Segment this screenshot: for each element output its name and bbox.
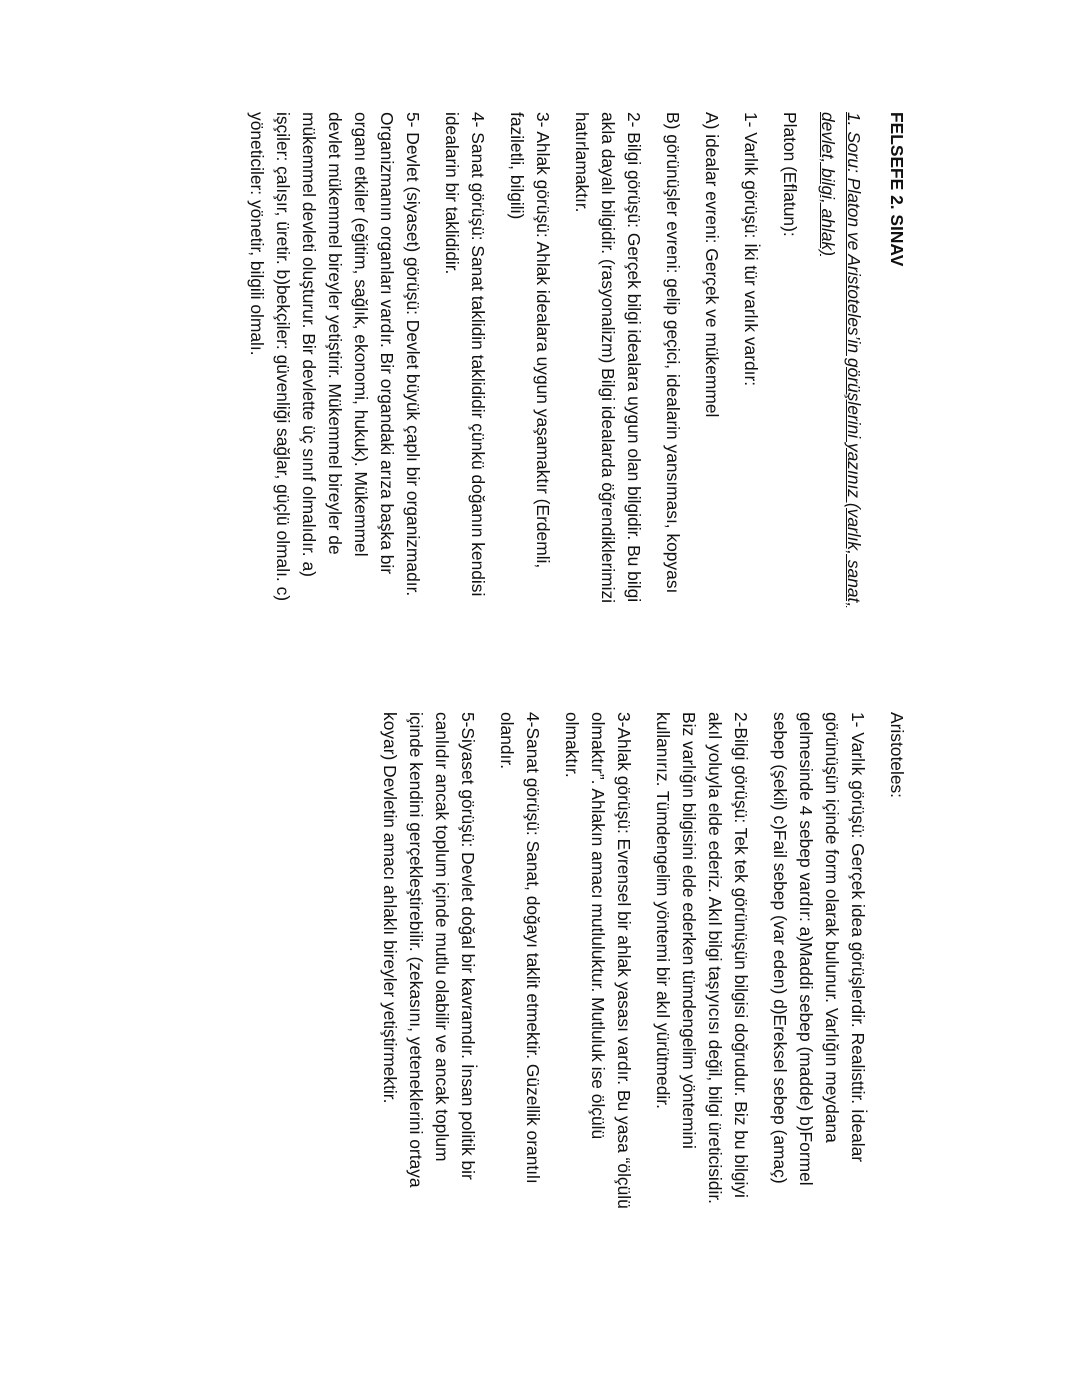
platon-paragraph: 3- Ahlak görüşü: Ahlak idealara uygun yaşamaktır (Erdemli, faziletli, bilgili) [507, 112, 553, 569]
platon-paragraph: 1- Varlık görüşü: İki tür varlık vardır: [741, 112, 761, 387]
aristoteles-paragraph: 2-Bilgi görüşü: Tek tek görünüşün bilgisi doğrudur. Biz bu bilgiyi akıl yoluyla elde ederiz. Akıl bilgi taşıyıcısı değil, bilgi üreticisidir. Biz varlığın bilgisini elde ederken tümdengelim yöntemini kullanırız. Tümdengelim yöntemi bir akıl yürütmedir. [653, 712, 751, 1204]
platon-paragraph: 5- Devlet (siyaset) görüşü: Devlet büyük çaplı bir organizmadır. Organizmanın organları vardır. Bir organdaki arıza başka bir organı etkiler (eğitim, sağlık, ekonomi, hukuk). Mükemmel devlet mükemmel bireyler yetiştirir. Mükemmel bireyler de mükemmel devleti oluşturur. Bir devlette üç sınıf olmalıdır. a) işçiler: çalışır, üretir. b)bekçiler: güvenliği sağlar, güçlü olmalı. c) yöneticiler: yönetir, bilgili olmalı. [247, 112, 423, 602]
rotated-content [230, 112, 910, 1272]
aristoteles-paragraph: 1- Varlık görüşü: Gerçek idea görüşlerdir. Realisttir. İdealar görünüşün içinde form olarak bulunur. Varlığın meydana gelmesinde 4 sebep vardır: a)Maddi sebep (madde) b)Formel sebep (şekil) c)Fail sebep (var eden) d)Ereksel sebep (amaç) [770, 712, 868, 1186]
platon-paragraph: 4- Sanat görüşü: Sanat taklidin taklididir çünkü doğanın kendisi idealarin bir taklididir. [442, 112, 488, 597]
aristoteles-column [364, 712, 910, 1272]
platon-paragraph: A) idealar evreni: Gerçek ve mükemmel [702, 112, 722, 418]
platon-column [231, 112, 910, 672]
platon-paragraph: 2- Bilgi görüşü: Gerçek bilgi idealara uygun olan bilgidir. Bu bilgi akla dayalı bilgidir. (rasyonalizm) Bilgi idealarda öğrendiklerimizi hatırlamaktır. [572, 112, 644, 604]
aristoteles-heading: Aristoteles: [887, 712, 907, 799]
document-title: FELSEFE 2. SINAV [887, 112, 907, 267]
aristoteles-paragraph: 5-Siyaset görüşü: Devlet doğal bir kavramdır. İnsan politik bir canlıdır ancak toplum içinde mutlu olabilir ve ancak toplum içinde kendini gerçekleştirebilir. (zekasını, yeteneklerini ortaya koyar) Devletin amacı ahlaklı bireyler yetiştirmektir. [380, 712, 478, 1188]
platon-heading: Platon (Eflatun): [780, 112, 800, 237]
question-text: 1. Soru: Platon ve Aristoteles’in görüşlerini yazınız (varlık, sanat, devlet, bilgi, ahlak) [818, 112, 864, 608]
aristoteles-paragraph: 3-Ahlak görüşü: Evrensel bir ahlak yasası vardır. Bu yasa “ölçülü olmaktır”. Ahlakın amacı mutluluktur. Mutluluk ise ölçülü olmaktır. [562, 712, 634, 1209]
platon-paragraph: B) görünüşler evreni: gelip geçici, idealarin yansıması, kopyası [663, 112, 683, 594]
aristoteles-paragraph: 4-Sanat görüşü: Sanat, doğayı taklit etmektir. Güzellik orantılı olandır. [497, 712, 543, 1184]
